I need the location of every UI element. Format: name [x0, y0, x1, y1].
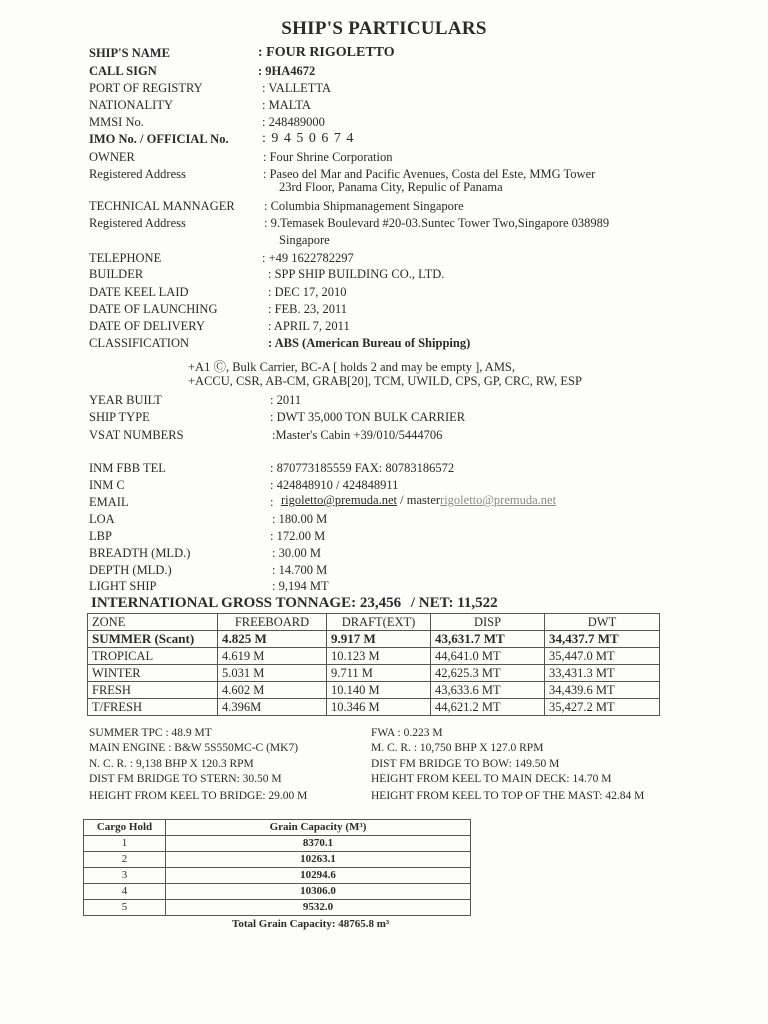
- particular-value: : 172.00 M: [270, 529, 326, 543]
- zone-cell: 5.031 M: [218, 665, 327, 682]
- cargo-table: [83, 819, 471, 916]
- zone-cell: SUMMER (Scant): [88, 631, 218, 648]
- cargo-hold-number: 1: [84, 836, 166, 852]
- gross-tonnage: INTERNATIONAL GROSS TONNAGE: 23,456: [91, 595, 402, 611]
- cargo-capacity: 10263.1: [166, 852, 471, 868]
- particular-value: : FEB. 23, 2011: [268, 302, 348, 316]
- particular-label: Registered Address: [89, 216, 186, 230]
- cargo-capacity: 10294.6: [166, 868, 471, 884]
- particular-value: : 9.Temasek Boulevard #20-03.Suntec Tower Two,Singapore 038989: [264, 216, 610, 230]
- class-notation-line-1: +A1 Ⓒ, Bulk Carrier, BC-A [ holds 2 and may be empty ], AMS,: [188, 360, 516, 374]
- cargo-hold-number: 2: [84, 852, 166, 868]
- particular-label: OWNER: [89, 150, 135, 164]
- particular-label: SHIP'S NAME: [89, 46, 170, 60]
- particular-label: TECHNICAL MANNAGER: [89, 199, 235, 213]
- zone-row: [88, 665, 660, 682]
- zone-cell: 42,625.3 MT: [431, 665, 545, 682]
- zone-row: [88, 631, 660, 648]
- zone-cell: 4.396M: [218, 699, 327, 716]
- particular-label: LBP: [89, 529, 112, 543]
- particular-value: : Four Shrine Corporation: [263, 150, 393, 164]
- particular-label: VSAT NUMBERS: [89, 428, 184, 442]
- page-title: SHIP'S PARTICULARS: [281, 18, 487, 39]
- zone-table-header: [88, 614, 660, 631]
- spec-line: HEIGHT FROM KEEL TO BRIDGE: 29.00 M: [89, 790, 308, 802]
- cargo-row: [84, 852, 471, 868]
- zone-cell: 9.917 M: [327, 631, 431, 648]
- particular-label: Registered Address: [89, 167, 186, 181]
- email-value: [281, 493, 556, 508]
- spec-line: M. C. R. : 10,750 BHP X 127.0 RPM: [371, 742, 544, 754]
- net-tonnage: / NET: 11,522: [410, 595, 498, 611]
- zone-cell: TROPICAL: [88, 648, 218, 665]
- zone-table: [87, 613, 660, 716]
- particular-value: : 2011: [270, 393, 302, 407]
- zone-cell: 35,447.0 MT: [545, 648, 660, 665]
- zone-cell: 4.825 M: [218, 631, 327, 648]
- zone-header-draft: DRAFT(EXT): [327, 614, 431, 631]
- zone-cell: 4.602 M: [218, 682, 327, 699]
- zone-cell: 44,621.2 MT: [431, 699, 545, 716]
- class-notation-line-2: +ACCU, CSR, AB-CM, GRAB[20], TCM, UWILD, CPS, GP, CRC, RW, ESP: [188, 374, 582, 388]
- spec-line: DIST FM BRIDGE TO BOW: 149.50 M: [371, 758, 560, 770]
- cargo-row: [84, 884, 471, 900]
- particular-label: CLASSIFICATION: [89, 336, 190, 350]
- particular-value: : Columbia Shipmanagement Singapore: [264, 199, 464, 213]
- spec-line: DIST FM BRIDGE TO STERN: 30.50 M: [89, 773, 282, 785]
- particular-label: DEPTH (MLD.): [89, 563, 172, 577]
- particular-label: INM FBB TEL: [89, 461, 166, 475]
- email-separator: / master: [397, 493, 441, 507]
- particular-value: :: [270, 495, 274, 509]
- particular-value: : MALTA: [262, 98, 311, 112]
- zone-header-zone: ZONE: [88, 614, 218, 631]
- particular-label: YEAR BUILT: [89, 393, 162, 407]
- zone-cell: 35,427.2 MT: [545, 699, 660, 716]
- particular-label: BUILDER: [89, 267, 144, 281]
- particular-value: : DWT 35,000 TON BULK CARRIER: [270, 410, 466, 424]
- particular-label: IMO No. / OFFICIAL No.: [89, 132, 229, 146]
- zone-cell: 10.346 M: [327, 699, 431, 716]
- cargo-row: [84, 868, 471, 884]
- particular-label: LOA: [89, 512, 115, 526]
- spec-line: HEIGHT FROM KEEL TO MAIN DECK: 14.70 M: [371, 773, 612, 785]
- cargo-capacity: 9532.0: [166, 900, 471, 916]
- zone-cell: 10.140 M: [327, 682, 431, 699]
- cargo-capacity: 10306.0: [166, 884, 471, 900]
- zone-cell: T/FRESH: [88, 699, 218, 716]
- particular-value: : APRIL 7, 2011: [268, 319, 350, 333]
- total-grain-capacity: Total Grain Capacity: 48765.8 m³: [232, 918, 390, 930]
- cargo-header-capacity: Grain Capacity (M³): [166, 820, 471, 836]
- zone-cell: 34,439.6 MT: [545, 682, 660, 699]
- zone-cell: 43,631.7 MT: [431, 631, 545, 648]
- email-secondary-link[interactable]: rigoletto@premuda.net: [440, 493, 557, 507]
- particular-label: EMAIL: [89, 495, 129, 509]
- zone-header-disp: DISP: [431, 614, 545, 631]
- zone-cell: 43,633.6 MT: [431, 682, 545, 699]
- particular-label: DATE KEEL LAID: [89, 285, 189, 299]
- cargo-hold-number: 5: [84, 900, 166, 916]
- zone-cell: 44,641.0 MT: [431, 648, 545, 665]
- owner-address-line2: 23rd Floor, Panama City, Repulic of Panama: [279, 180, 503, 194]
- particular-label: INM C: [89, 478, 125, 492]
- particular-value: : 9,194 MT: [272, 579, 329, 593]
- zone-cell: 34,437.7 MT: [545, 631, 660, 648]
- manager-address-line2: Singapore: [279, 233, 330, 247]
- zone-row: [88, 648, 660, 665]
- cargo-header-hold: Cargo Hold: [84, 820, 166, 836]
- zone-cell: 4.619 M: [218, 648, 327, 665]
- particular-value: : 14.700 M: [272, 563, 328, 577]
- particular-value: : Paseo del Mar and Pacific Avenues, Costa del Este, MMG Tower: [263, 167, 596, 181]
- zone-row: [88, 699, 660, 716]
- zone-header-freeboard: FREEBOARD: [218, 614, 327, 631]
- particular-label: MMSI No.: [89, 115, 144, 129]
- particular-value: : VALLETTA: [262, 81, 332, 95]
- cargo-hold-number: 4: [84, 884, 166, 900]
- particular-value: : +49 1622782297: [262, 251, 354, 265]
- particular-label: DATE OF DELIVERY: [89, 319, 205, 333]
- tonnage-heading: [91, 595, 498, 612]
- zone-cell: 9.711 M: [327, 665, 431, 682]
- spec-line: FWA : 0.223 M: [371, 727, 443, 739]
- zone-cell: WINTER: [88, 665, 218, 682]
- particular-label: TELEPHONE: [89, 251, 162, 265]
- particular-value: : 248489000: [262, 115, 325, 129]
- particular-value: : 180.00 M: [272, 512, 328, 526]
- particular-value: : ABS (American Bureau of Shipping): [268, 336, 471, 350]
- particular-value: : SPP SHIP BUILDING CO., LTD.: [268, 267, 445, 281]
- particular-value: : 30.00 M: [272, 546, 321, 560]
- spec-line: N. C. R. : 9,138 BHP X 120.3 RPM: [89, 758, 254, 770]
- email-primary-link[interactable]: rigoletto@premuda.net: [281, 493, 397, 507]
- cargo-table-header: [84, 820, 471, 836]
- zone-header-dwt: DWT: [545, 614, 660, 631]
- cargo-hold-number: 3: [84, 868, 166, 884]
- particular-value: :Master's Cabin +39/010/5444706: [272, 428, 443, 442]
- zone-cell: 33,431.3 MT: [545, 665, 660, 682]
- particular-value: : 424848910 / 424848911: [270, 478, 399, 492]
- particular-value: : 870773185559 FAX: 80783186572: [270, 461, 455, 475]
- zone-cell: 10.123 M: [327, 648, 431, 665]
- particular-label: NATIONALITY: [89, 98, 174, 112]
- particular-label: LIGHT SHIP: [89, 579, 157, 593]
- spec-line: SUMMER TPC : 48.9 MT: [89, 727, 212, 739]
- zone-row: [88, 682, 660, 699]
- particular-label: PORT OF REGISTRY: [89, 81, 203, 95]
- cargo-row: [84, 900, 471, 916]
- cargo-row: [84, 836, 471, 852]
- particular-value: : DEC 17, 2010: [268, 285, 347, 299]
- particular-label: CALL SIGN: [89, 64, 157, 78]
- zone-cell: FRESH: [88, 682, 218, 699]
- spec-line: MAIN ENGINE : B&W 5S550MC-C (MK7): [89, 742, 299, 754]
- particular-label: SHIP TYPE: [89, 410, 150, 424]
- particular-label: DATE OF LAUNCHING: [89, 302, 218, 316]
- spec-line: HEIGHT FROM KEEL TO TOP OF THE MAST: 42.84 M: [371, 790, 645, 802]
- particular-value: : 9 4 5 0 6 7 4: [262, 131, 355, 146]
- particular-value: : FOUR RIGOLETTO: [258, 45, 395, 60]
- particular-label: BREADTH (MLD.): [89, 546, 191, 560]
- particular-value: : 9HA4672: [258, 64, 316, 78]
- cargo-capacity: 8370.1: [166, 836, 471, 852]
